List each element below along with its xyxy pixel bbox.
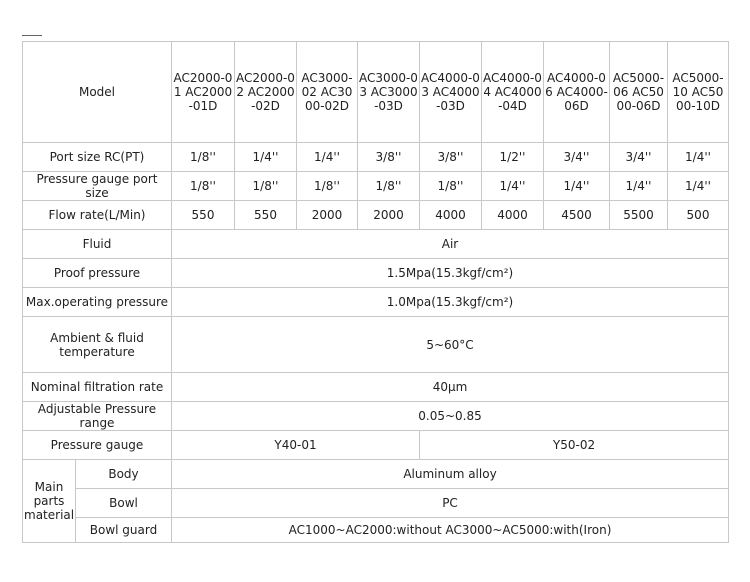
row-label: Bowl guard <box>76 518 172 543</box>
table-cell: PC <box>172 489 729 518</box>
table-cell: 1/8'' <box>172 143 235 172</box>
table-cell: 1/8'' <box>358 172 420 201</box>
model-cell: AC5000-06 AC5000-06D <box>610 42 668 143</box>
table-cell: 3/4'' <box>610 143 668 172</box>
table-cell: 1/8'' <box>420 172 482 201</box>
table-cell: 3/4'' <box>544 143 610 172</box>
bowl-row <box>23 489 729 518</box>
model-row <box>23 42 729 143</box>
table-cell: 40μm <box>172 373 729 402</box>
specification-table <box>22 41 729 543</box>
table-cell: 4500 <box>544 201 610 230</box>
row-label: Pressure gauge port size <box>23 172 172 201</box>
model-cell: AC5000-10 AC5000-10D <box>668 42 729 143</box>
row-label: Bowl <box>76 489 172 518</box>
table-cell: 1/2'' <box>482 143 544 172</box>
body-row <box>23 460 729 489</box>
model-cell: AC4000-06 AC4000-06D <box>544 42 610 143</box>
row-label: Nominal filtration rate <box>23 373 172 402</box>
table-cell: Air <box>172 230 729 259</box>
table-cell: 3/8'' <box>420 143 482 172</box>
table-cell: 1/8'' <box>172 172 235 201</box>
table-cell: 1/4'' <box>235 143 297 172</box>
table-cell: Aluminum alloy <box>172 460 729 489</box>
table-cell: 1/4'' <box>610 172 668 201</box>
row-label: Adjustable Pressure range <box>23 402 172 431</box>
main-parts-label: Main parts material <box>23 460 76 543</box>
row-label: Fluid <box>23 230 172 259</box>
table-cell: 1/4'' <box>668 172 729 201</box>
table-cell: 500 <box>668 201 729 230</box>
table-cell: 1/8'' <box>235 172 297 201</box>
model-label: Model <box>23 42 172 143</box>
table-cell: 3/8'' <box>358 143 420 172</box>
row-label: Port size RC(PT) <box>23 143 172 172</box>
table-cell: 2000 <box>297 201 358 230</box>
temperature-row <box>23 317 729 373</box>
table-cell: 1/4'' <box>482 172 544 201</box>
model-cell: AC2000-01 AC2000-01D <box>172 42 235 143</box>
flow-rate-row <box>23 201 729 230</box>
port-size-row <box>23 143 729 172</box>
pressure-gauge-row <box>23 431 729 460</box>
row-label: Flow rate(L/Min) <box>23 201 172 230</box>
model-cell: AC4000-04 AC4000-04D <box>482 42 544 143</box>
table-cell: 5500 <box>610 201 668 230</box>
model-cell: AC4000-03 AC4000-03D <box>420 42 482 143</box>
table-cell: 1.5Mpa(15.3kgf/cm²) <box>172 259 729 288</box>
table-cell: Y50-02 <box>420 431 729 460</box>
table-cell: 1/4'' <box>297 143 358 172</box>
gauge-port-row <box>23 172 729 201</box>
row-label: Body <box>76 460 172 489</box>
table-cell: 550 <box>172 201 235 230</box>
adjustable-range-row <box>23 402 729 431</box>
row-label: Ambient & fluid temperature <box>23 317 172 373</box>
model-cell: AC3000-03 AC3000-03D <box>358 42 420 143</box>
filtration-row <box>23 373 729 402</box>
table-cell: 4000 <box>420 201 482 230</box>
row-label: Max.operating pressure <box>23 288 172 317</box>
fluid-row <box>23 230 729 259</box>
model-cell: AC2000-02 AC2000-02D <box>235 42 297 143</box>
table-cell: 2000 <box>358 201 420 230</box>
table-cell: 1/4'' <box>668 143 729 172</box>
table-cell: 4000 <box>482 201 544 230</box>
row-label: Pressure gauge <box>23 431 172 460</box>
table-cell: 5~60°C <box>172 317 729 373</box>
top-rule <box>22 35 42 36</box>
table-cell: 0.05~0.85 <box>172 402 729 431</box>
table-cell: Y40-01 <box>172 431 420 460</box>
table-cell: AC1000~AC2000:without AC3000~AC5000:with(Iron) <box>172 518 729 543</box>
row-label: Proof pressure <box>23 259 172 288</box>
max-pressure-row <box>23 288 729 317</box>
model-cell: AC3000-02 AC3000-02D <box>297 42 358 143</box>
table-cell: 550 <box>235 201 297 230</box>
table-cell: 1/4'' <box>544 172 610 201</box>
table-cell: 1.0Mpa(15.3kgf/cm²) <box>172 288 729 317</box>
table-cell: 1/8'' <box>297 172 358 201</box>
proof-pressure-row <box>23 259 729 288</box>
bowl-guard-row <box>23 518 729 543</box>
